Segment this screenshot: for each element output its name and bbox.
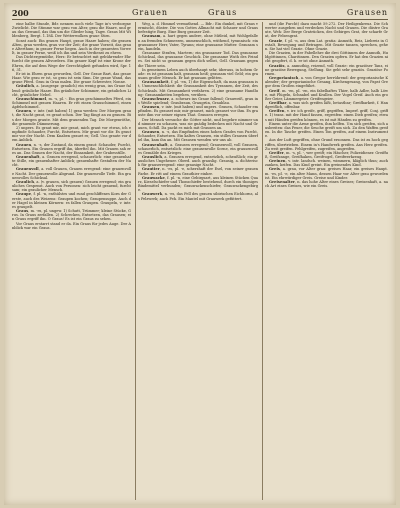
entry-text: Einem unter die Arme greifen, ihm helfen. Um sich greifen, sich ausbreiten: das Feuer, die Seuche greift um sich. Zu den Waffen greifen. In die Tasche greifen. Einen Ton greifen, auf einem Instrumente. — [265, 121, 388, 139]
entry-text: a. Grauen erregend, schauerlich: eine grauenhafte Stille, ein grauenhafter Anblick; grauenhafte Gestalten der Nacht. — [12, 155, 131, 168]
text-column-left — [12, 22, 131, 500]
entry-text: f. pl. -n, enthülstes und rund geschliffenes Korn der Gerste, auch des Weizens: Graupen kochen; Graupensuppe. Auch der Hagel in kleinen Körnern: es fallen Graupen. Graupeln, v. intr. es graupelt. — [12, 192, 131, 209]
dictionary-entry — [12, 72, 131, 84]
entry-headword: Grausam — [142, 34, 161, 39]
dictionary-entry: Graziös, a. anmuthig, reizend, voll Grazie: ein graziöser Tanz, eine graziöse Bewegung, Stellung. Sie geht sehr graziös. Graziöse Formen. — [265, 63, 388, 76]
entry-text: m. -s, pl. -, wer greift; ein Häscher, Polizeidiener. Greiffuß, Greifzange, Greifhaken, Greifvogel, Greifwerkzeug. — [265, 150, 388, 159]
entry-text: a. (ausgespr. graulich) ein wenig grau, ins Graue fallend: gräuliche Haare. Ein gräulicher Schimmer, ein gräuliches Licht, gräulicher Nebel. — [12, 84, 131, 97]
entry-headword: Grauwerk — [142, 192, 163, 197]
dictionary-entry: Grazie, f. pl. -n, aus dem Lat. gratia: Anmuth, Reiz, Liebreiz in Gestalt, Bewegung und Betragen. Mit Grazie tanzen, sprechen, gehen. Sie hat viel Grazie. Ohne Grazie. — [265, 38, 388, 51]
entry-headword: Greif — [269, 88, 280, 93]
entry-text: n. -s, das Empfinden eines hohen Grades von Furcht, Schauder, Entsetzen. Ein kaltes Grausen, ein stilles Grausen überfiel ihn, kam ihn an. Mit Grausen wenden wir uns ab. — [138, 130, 258, 143]
dictionary-entry — [138, 118, 258, 130]
column-divider — [262, 22, 263, 500]
entry-headword: Gregorianisch — [269, 76, 299, 81]
entry-text: 2) unpers. Es graut mir, mir graut, mich graut vor etwas, ich empfinde Schauder, Furcht, Entsetzen. Mir graut vor dir. Es graut mir vor der Nacht. Dem Knaben grauet es; Gell. Uns graute vor dem Anblick. — [12, 125, 131, 143]
dictionary-entry — [265, 51, 388, 63]
entry-headword: Grauwacke — [142, 175, 165, 180]
entry-headword: Grausamkeit — [142, 80, 169, 85]
entry-text: a. (v. grauen, sich grauen) Grauen erregend; ein grauliches Gespenst. Auch von Personen: sich leicht grauend, furchtsam; ein graulicher Mensch. — [12, 179, 131, 193]
entry-text: v. intr. (mit haben) und unpers. Grauen, Schauder empfinden. Es grauset mir, mir grauset, mich grauset vor ihm. Es grauste ihm vor seiner eignen That. Grausen erregen. — [138, 105, 258, 118]
entry-headword: Grausen — [142, 130, 160, 135]
dictionary-entry: Grausen, v. intr. (mit haben) und unpers. Grauen, Schauder empfinden. Es grauset mir, mir grauset, mich grauset vor ihm. Es grauste ihm vor seiner eignen That. Grausen erregen. — [138, 105, 258, 118]
dictionary-entry — [138, 51, 258, 68]
dictionary-entry: Grausam, a. hart gegen andere, ohne Mitleid, mit Wohlgefallen an fremden Schmerzen, unmenschlich, wüthend, tyrannisch: ein grausamer Herr, Vater, Tyrann; eine grausame Mutter. Grausam sein, handeln. — [138, 34, 258, 51]
dictionary-entry: Greifen, v. irr. ich greife, griff, gegriffen, Imperf. griff, Conj. griffe. 1) trans. mit der Hand fassen, ergreifen: einen Dieb greifen; etwas mit Händen greifen können, es ist mit Händen zu greifen. — [265, 109, 388, 122]
entry-text: Sonst auch: Ein graues Haupt, graue Haare haben; die grauen Alten, grau werden, grau vor der Zeit; die graue Vorzeit, das graue Alterthum; in grauer Ferne liegen. Auch in der grauesten Vorwelt, in grauer Ferne, weiß ich ihn und sein Verdienst zu ehren. — [12, 38, 131, 56]
entry-text: a. grau, vor Alter grau: greises Haar, ein greises Haupt. m. -es, pl. -e, ein alter Mann, dessen Haar vor Alter grau geworden ist. Ein ehrwürdiger Greis. Greise und Kinder. — [265, 167, 388, 180]
dictionary-entry: Greinen, v. intr. landsch. weinen, wimmern, kläglich thun; auch zanken, keifen. Das Kind greint. Ein greinendes Kind. — [265, 159, 388, 168]
dictionary-entry: Greisenalter, n. das hohe Alter eines Greises; Greisenhaft, a. nach Art eines Greises, wie ein Greis. — [265, 179, 388, 189]
dictionary-entry: Greifbar, a. was sich greifen läßt, betastbar; Greifbarkeit, f. Handgreiflich, offenbar. — [265, 100, 388, 110]
entry-text: Vor Graus erstarrt stand er da. Ein Graus für jedes Auge. Der Anblick war ein Graus. — [12, 221, 131, 230]
entry-text: f. pl. -en, 1) die Eigenschaft, da man grausam ist, Unmenschlichkeit: die Grausamkeit des Tyrannen, der Zeit, des Schicksals. Mit Grausamkeit verfahren. 2) eine grausame Handlung: Grausamkeiten begehen, verüben. — [138, 80, 258, 97]
entry-text: m. -s, pl. -. Ein grau geschimmeltes Pferd, ein Schimmel mit grauen Haaren. Er ritt einen Grauschimmel, einen Apfelschimmel. — [12, 96, 131, 110]
dictionary-entry — [12, 126, 131, 143]
dictionary-entry: Greis, a. grau, vor Alter grau: greises Haar, ein greises Haupt. m. -es, pl. -e, ein alter Mann, dessen Haar vor Alter grau geworden ist. Ein ehrwürdiger Greis. Greise und Kinder. — [265, 167, 388, 180]
entry-headword: Grauenvoll — [16, 167, 39, 172]
dictionary-entry: Graulich, a. (v. grauen, sich grauen) Grauen erregend; ein grauliches Gespenst. Auch von Personen: sich leicht grauend, furchtsam; ein graulicher Mensch. — [12, 179, 131, 193]
dictionary-entry — [12, 39, 131, 56]
dictionary-entry — [12, 55, 131, 72]
dictionary-entry — [138, 22, 258, 34]
entry-text: Weg, a. d. Himmel vermuthend. — Bdr.: Ein dunkel, mit Graus vermischt, düster. Die von Gottes Allmacht mit Schauer und Graus befestigte Burg. Eine Burg grauser Zeit. — [138, 22, 258, 35]
dictionary-entry — [265, 138, 388, 150]
entry-text: Er ist in Ehren grau geworden, Gell. Der Graue Bart, das graue Haar. Wie grau er ist, so grau ist sein Sinn. Die graue Wand, das graue Pferd. Grau in Grau malen. Die graue Schwester, Nonne. — [12, 71, 131, 85]
dictionary-entry: Gräulich, a. (ausgespr. graulich) ein wenig grau, ins Graue fallend: gräuliche Haare. Ein gräulicher Schimmer, ein gräuliches Licht, gräulicher Nebel. — [12, 84, 131, 97]
center-running-head: Graus — [208, 8, 238, 17]
dictionary-entry: Grausenhaft, a. Grausen erregend; Grausenvoll, voll Grausen, schauerlich, entsetzlich: eine grausenvolle Scene, ein grausenvolles Gemälde des Krieges. — [138, 142, 258, 155]
entry-text: und (die Furcht) dazu macht 59.272. Der Heiligenkreuz. Die Schwerter ausgeben und verdecken Nacht und Grauen. Die düstre Graute, Weh: Der Berge Gratrücken, des Gebirges Grat, der scharfe Grat, der Felsengrat. — [265, 22, 388, 39]
dictionary-entry: Grauslich, a. Grausen erregend, entsetzlich, scheußlich; ein grausliches Ungeheuer. Oberd. auch grauslig. Grausig, a. dichterisch für grauserregend: eine grausige Nacht. — [138, 155, 258, 168]
entry-text: a. hart gegen andere, ohne Mitleid, mit Wohlgefallen an fremden Schmerzen, unmenschlich, wüthend, tyrannisch: ein grausamer Herr, Vater, Tyrann; eine grausame Mutter. Grausam sein, handeln. — [138, 34, 258, 51]
entry-headword: Greinen — [269, 159, 286, 164]
entry-headword: Grauen — [16, 109, 32, 114]
entry-headword: Graupe — [16, 192, 32, 197]
dictionary-entry: Grauenvoll, a. voll Grauen, Grauen erregend: eine grauenvolle Nacht. Der grauenvolle Abgrund. Die grauenvolle Tiefe. Ein grauenvolles Schicksal. — [12, 167, 131, 180]
page-number: 200 — [12, 8, 29, 18]
entry-text: m. -en, pl. -en, ein fabelhaftes Thier, halb Adler, halb Löwe, mit Flügeln, Schnabel und Krallen. Der Vogel Greif. Auch ein großer Geier, Lämmergeier. Greifengeier. — [265, 88, 388, 101]
dictionary-entry — [12, 222, 131, 230]
entry-text: n. das hohe Alter eines Greises; Greisenhaft, a. nach Art eines Greises, wie ein Greis. — [265, 179, 388, 189]
dictionary-entry: Grausamkeit, f. pl. -en, 1) die Eigenschaft, da man grausam ist, Unmenschlichkeit: die Grausamkeit des Tyrannen, der Zeit, des Schicksals. Mit Grausamkeit verfahren. 2) eine grausame Handlung: Grausamkeiten begehen, verüben. — [138, 80, 258, 97]
entry-headword: Greis — [269, 167, 280, 172]
entry-text: a. Grausen erregend, entsetzlich, scheußlich; ein grausliches Ungeheuer. Oberd. auch grauslig. Grausig, a. dichterisch für grauserregend: eine grausige Nacht. — [138, 155, 258, 168]
entry-headword: Greifer — [269, 150, 284, 155]
entry-text: f. pl. -n, eine Gebirgsart, aus kleinen Stücken Quarz, Kieselschiefer und Thonschiefer bestehend, durch ein thoniges Bindemittel verbunden; Grauwackenschiefer, Grauwackengebirge. — [138, 175, 258, 193]
entry-headword: Greisenalter — [269, 179, 295, 184]
entry-headword: Grauslich — [142, 155, 163, 159]
dictionary-page — [4, 3, 396, 505]
entry-headword: Grauenhaft — [16, 155, 40, 159]
entry-text: a. schwarz ins Graue fallend; Grauweiß, grau ins Weiße spielend; Graubraun, Graugrün, Graublau. — [138, 96, 258, 105]
dictionary-entry: Graus, m. -es, pl. ungew. 1) Schutt, Trümmer; kleine Stücke, Grus. In Graus zerfallen. 2) Schrecken, Entsetzen, das Grausen; ein Graus ergriff ihn. O Graus! Es ist ein Graus zu sehen. — [12, 209, 131, 222]
entry-headword: Graulich — [16, 179, 35, 184]
entry-headword: Grautier — [142, 167, 160, 172]
dictionary-entry: Greif, m. -en, pl. -en, ein fabelhaftes Thier, halb Adler, halb Löwe, mit Flügeln, Schnabel und Krallen. Der Vogel Greif. Auch ein großer Geier, Lämmergeier. Greifengeier. — [265, 88, 388, 101]
entry-headword: Grauschimmel — [16, 96, 47, 101]
left-running-head: Grauen — [132, 8, 169, 17]
entry-headword: Grauschwarz — [142, 96, 169, 101]
dictionary-entry: Grauwacke, f. pl. -n, eine Gebirgsart, aus kleinen Stücken Quarz, Kieselschiefer und Thonschiefer bestehend, durch ein thoniges Bindemittel verbunden; Grauwackenschiefer, Grauwackengebirge. — [138, 175, 258, 193]
entry-text: v. intr. landsch. weinen, wimmern, kläglich thun; auch zanken, keifen. Das Kind greint. Ein greinendes Kind. — [265, 159, 388, 168]
entry-headword: Grausen — [142, 105, 160, 110]
dictionary-entry: Greifer, m. -s, pl. -, wer greift; ein Häscher, Polizeidiener. Greiffuß, Greifzange, Greifhaken, Greifvogel, Greifwerkzeug. — [265, 150, 388, 159]
entry-text: v. intr. (mit haben) 1) grau werden: Der Morgen graut, die Nacht graut, es graut schon. Der Tag fängt an zu grauen. Bis der Morgen graute. Mit dem grauenden Tag. Die Morgenröthe, die grauende Dämmerung. — [12, 109, 131, 126]
entry-headword: Graziös — [269, 63, 285, 68]
entry-headword: Grausenhaft — [142, 142, 168, 147]
entry-text: a. von Gregor herrührend: der gregorianische Kalender; der gregorianische Gesang, Kirchengesang, von Papst Gregor dem Großen eingeführt. — [265, 76, 388, 89]
entry-text: eine halbe Stunde, Bdr. nennen noch viele Tage in's verborgne Zwielicht. Die Stimme war grau von Alter, grau die Haare, und grau das Gewand, das ihm um die Glieder hing, Tagw. Graus Mit Wildenberg, Bergt. 1.184. Der Wetterwolken graue Stirn. — [12, 22, 131, 39]
entry-text: In gemeinem Leben auch überhaupt sehr, überaus, in hohem Grade: es ist grausam kalt, grausam heiß; grausam viel Geld; ein grausam großer Mensch. Er hat grausam gelitten. — [138, 67, 258, 81]
dictionary-entry: Gregorianisch, a. von Gregor herrührend: der gregorianische Kalender; der gregorianische Gesang, Kirchengesang, von Papst Gregor dem Großen eingeführt. — [265, 76, 388, 89]
entry-text: a. voll Grauen, Grauen erregend: eine grauenvolle Nacht. Der grauenvolle Abgrund. Die grauenvolle Tiefe. Ein grauenvolles Schicksal. — [12, 167, 131, 180]
entry-text: Aus der Luft gegriffen, ohne Grund ersonnen. Das ist zu hoch gegriffen, übertrieben. Einem in's Handwerk greifen. Ans Herz greifen. Zu weit greifen. Fehlgreifen, zugreifen, angreifen. — [265, 138, 388, 151]
entry-text: Die Grazien, in der Fabellehre die drei Göttinnen der Anmuth, Huldgöttinnen, Charitinnen. Den Grazien opfern. Er hat den Grazien nicht geopfert, d. h. er ist ohne Anmuth. — [265, 51, 388, 64]
entry-text: f. pl. -n, aus dem Lat. gratia: Anmuth, Reiz, Liebreiz in Gestalt, Bewegung und Betragen. Mit Grazie tanzen, sprechen, gehen. Sie hat viel Grazie. Ohne Grazie. — [265, 38, 388, 51]
entry-text: a. was sich greifen läßt, betastbar; Greifbarkeit, f. Handgreiflich, offenbar. — [265, 100, 388, 110]
entry-text: Der Mensch versuche die Götter nicht, und begehre nimmer und nimmer zu schauen, was sie gnädig bedecken mit Nacht und Grauen, Schill. Da packt es mich mit Grausen an. — [138, 117, 258, 130]
dictionary-entry: Grauen, v. intr. (mit haben) 1) grau werden: Der Morgen graut, die Nacht graut, es graut schon. Der Tag fängt an zu grauen. Bis der Morgen graute. Mit dem grauenden Tag. Die Morgenröthe, die grauende Dämmerung. — [12, 109, 131, 126]
text-column-right — [265, 22, 388, 500]
dictionary-entry: Grausen, n. -s, das Empfinden eines hohen Grades von Furcht, Schauder, Entsetzen. Ein kaltes Grausen, ein stilles Grausen überfiel ihn, kam ihn an. Mit Grausen wenden wir uns ab. — [138, 130, 258, 143]
entry-text: n. -es, pl. -e, scherzhaft der Esel, von seiner grauen Farbe. Er ritt auf einem Grauthier einher. — [138, 167, 258, 176]
entry-text: v. irr. ich greife, griff, gegriffen, Imperf. griff, Conj. griffe. 1) trans. mit der Hand fassen, ergreifen: einen Dieb greifen; etwas mit Händen greifen können, es ist mit Händen zu greifen. — [265, 109, 388, 122]
entry-text: m. -es, pl. ungew. 1) Schutt, Trümmer; kleine Stücke, Grus. In Graus zerfallen. 2) Schrecken, Entsetzen, das Grausen; ein Graus ergriff ihn. O Graus! Es ist ein Graus zu sehen. — [12, 209, 131, 222]
column-divider — [135, 22, 136, 500]
dictionary-entry: Grauschwarz, a. schwarz ins Graue fallend; Grauweiß, grau ins Weiße spielend; Graubraun, Graugrün, Graublau. — [138, 96, 258, 105]
dictionary-entry — [265, 22, 388, 39]
dictionary-entry: Graupe, f. pl. -n, enthülstes und rund geschliffenes Korn der Gerste, auch des Weizens: Graupen kochen; Graupensuppe. Auch der Hagel in kleinen Körnern: es fallen Graupen. Graupeln, v. intr. es graupelt. — [12, 192, 131, 209]
dictionary-entry: Grautier, n. -es, pl. -e, scherzhaft der Esel, von seiner grauen Farbe. Er ritt auf einem Grauthier einher. — [138, 167, 258, 176]
entry-headword: Graus — [16, 209, 29, 214]
dictionary-entry: Grauen, n. -s, der Zustand, da einem graut: Schauder, Furcht, Entsetzen. Ein Grauen ergriff ihn, überfiel ihn. Mit Grauen sah er es an. Das Grauen der Nacht, der Einsamkeit, der Grabesstille. — [12, 142, 131, 155]
dictionary-entry — [138, 68, 258, 80]
entry-text: n. -s, der Zustand, da einem graut: Schauder, Furcht, Entsetzen. Ein Grauen ergriff ihn, überfiel ihn. Mit Grauen sah er es an. Das Grauen der Nacht, der Einsamkeit, der Grabesstille. — [12, 142, 131, 155]
dictionary-entry — [265, 122, 388, 139]
entry-headword: Greifen — [269, 109, 285, 114]
entry-text: a. Grausen erregend; Grausenvoll, voll Grausen, schauerlich, entsetzlich: eine grausenvolle Scene, ein grausenvolles Gemälde des Krieges. — [138, 142, 258, 155]
entry-headword: Grazie — [269, 38, 283, 43]
entry-text: Das Dichtergemüthe, Herz: Er betrachtet mit gebührender Ehrfurcht die grauen Altvordern. Ein grauer Kopf ist eine Krone der Ehren, die auf dem Wege der Gerechtigkeit gefunden wird, Spr. 16, 31. — [12, 55, 131, 72]
dictionary-entry: Grauwerk, n. -es, das Fell des grauen sibirischen Eichhorns, als Pelzwerk; auch Feh. Ein Mantel mit Grauwerk gefüttert. — [138, 192, 258, 201]
dictionary-entry: Grauschimmel, m. -s, pl. -. Ein grau geschimmeltes Pferd, ein Schimmel mit grauen Haaren. Er ritt einen Grauschimmel, einen Apfelschimmel. — [12, 96, 131, 110]
text-column-middle — [138, 22, 258, 500]
entry-headword: Gräulich — [16, 84, 35, 89]
dictionary-entry — [12, 22, 131, 39]
dictionary-entry: Grauenhaft, a. Grauen erregend, schauerlich: eine grauenhafte Stille, ein grauenhafter Anblick; grauenhafte Gestalten der Nacht. — [12, 155, 131, 168]
entry-text: Grausame Strafen, Martern; ein grausamer Tod. Das grausame Schicksal, das grausame Geschick. Die grausame Wuth des Feindes. Sei nicht so grausam gegen dich selbst, Gell. Grausam gegen die Thiere sein. — [138, 51, 258, 68]
entry-text: n. -es, das Fell des grauen sibirischen Eichhorns, als Pelzwerk; auch Feh. Ein Mantel mit Grauwerk gefüttert. — [138, 192, 258, 201]
entry-headword: Grauen — [16, 142, 32, 147]
right-running-head: Grausen — [346, 8, 388, 17]
running-header — [12, 7, 388, 20]
entry-text: a. anmuthig, reizend, voll Grazie: ein graziöser Tanz, eine graziöse Bewegung, Stellung. Sie geht sehr graziös. Graziöse Formen. — [265, 63, 388, 76]
entry-headword: Greifbar — [269, 100, 287, 105]
